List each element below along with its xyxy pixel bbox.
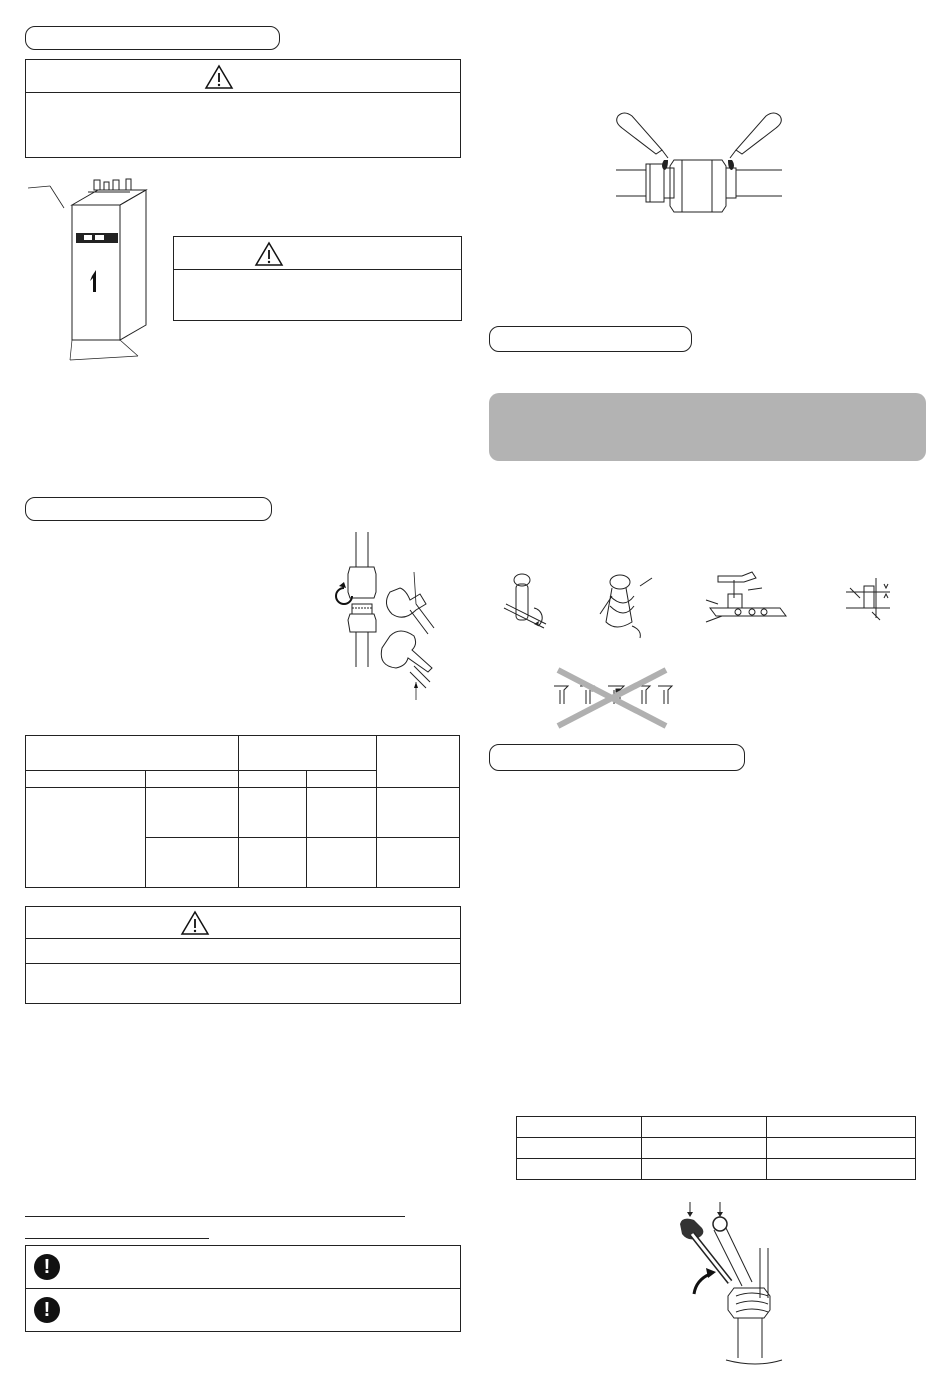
mandatory-notice-box [25,1245,461,1332]
underline-rule-2 [25,1238,209,1239]
table-cell [239,838,307,888]
section-heading-1 [25,26,280,50]
table-cell [767,1159,916,1180]
burr-removal-illustration [596,566,660,640]
warning-triangle-icon [204,64,234,90]
warning-triangle-icon [180,910,210,936]
exclamation-mark-icon: ! [34,1297,60,1323]
flaring-tool-illustration [704,570,790,634]
mandatory-notice-divider [26,1288,460,1289]
warning-box-1-divider [26,92,460,93]
valve-wrench-illustration [676,1198,786,1368]
warning-box-2 [173,236,462,321]
warning-box-3-divider-1 [26,938,460,939]
table-cell [307,788,377,838]
exclamation-mark-icon: ! [34,1254,60,1280]
torque-table [25,735,460,888]
table-subheader-cell [146,771,239,788]
table-header-cell [377,736,460,788]
section-heading-2 [25,497,272,521]
flare-dimension-illustration [840,578,896,622]
section-heading-3 [489,326,692,352]
incorrect-flare-examples [550,664,680,730]
table-header-cell [517,1117,642,1138]
table-cell [642,1138,767,1159]
table-cell [377,788,460,838]
right-data-table [516,1116,916,1180]
table-cell [307,838,377,888]
indoor-unit-illustration [28,160,158,370]
flare-nut-wrench-illustration [330,532,440,702]
leak-check-illustration [612,108,787,220]
table-cell [26,788,146,888]
table-header-cell [767,1117,916,1138]
warning-box-1 [25,59,461,158]
table-cell [146,838,239,888]
table-header-cell [642,1117,767,1138]
table-cell [517,1138,642,1159]
table-cell [377,838,460,888]
table-cell [517,1159,642,1180]
table-header-cell [26,736,239,771]
warning-box-3 [25,906,461,1004]
underline-rule-1 [25,1216,405,1217]
table-cell [239,788,307,838]
table-subheader-cell [307,771,377,788]
table-cell [146,788,239,838]
grey-notice-banner [489,393,926,461]
table-cell [642,1159,767,1180]
table-header-cell [239,736,377,771]
warning-triangle-icon [254,241,284,267]
warning-box-3-divider-2 [26,963,460,964]
table-subheader-cell [26,771,146,788]
table-cell [767,1138,916,1159]
pipe-cutting-illustration [500,568,560,638]
warning-box-2-divider [174,269,461,270]
section-heading-4 [489,744,745,771]
table-subheader-cell [239,771,307,788]
